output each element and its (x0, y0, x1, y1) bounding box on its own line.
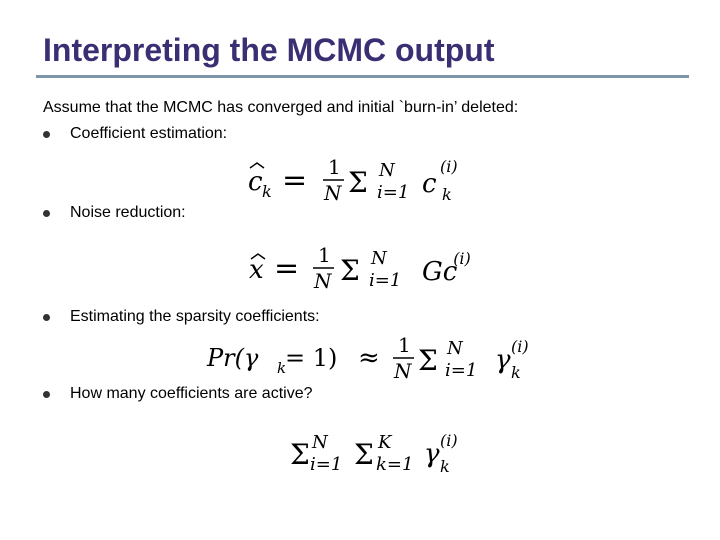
term-base: Gc (422, 257, 458, 287)
equation-noise-reduction (246, 238, 471, 294)
lhs-sub: k (262, 182, 272, 201)
equation-noise-svg (246, 238, 471, 294)
title-divider (36, 75, 689, 78)
equals-sign: = (282, 163, 308, 198)
term-sub: k (442, 185, 452, 204)
bullet-dot-icon (43, 210, 50, 217)
sum-sup: N (447, 338, 463, 359)
bullet-dot-icon (43, 314, 50, 321)
sum-sub: i=1 (377, 182, 410, 203)
lhs-sub: k (277, 359, 287, 377)
bullet-dot-icon (43, 131, 50, 138)
sum2-sup: K (378, 432, 392, 453)
term-sup: (i) (440, 431, 458, 450)
sum-sup: N (379, 160, 395, 181)
term-sup: (i) (511, 337, 529, 356)
lhs: Pr(γ (207, 344, 259, 372)
bullet-label: Coefficient estimation: (70, 125, 228, 142)
sum-sub: i=1 (445, 360, 478, 381)
equation-active-count (288, 424, 473, 480)
approx-sign: ≈ (358, 343, 380, 373)
sum-sup: N (371, 248, 387, 269)
frac-num: 1 (398, 333, 411, 357)
term-sub: k (440, 457, 450, 476)
sum1-symbol: Σ (290, 438, 310, 471)
sum2-sub: k=1 (376, 454, 414, 475)
frac-num: 1 (328, 155, 341, 179)
sum-symbol: Σ (340, 254, 360, 287)
term-base: c (422, 169, 437, 199)
frac-den: N (314, 269, 332, 293)
bullet-label: How many coefficients are active? (70, 385, 313, 402)
sum2-symbol: Σ (354, 438, 374, 471)
term-base: γ (495, 345, 511, 375)
equals-sign: = (274, 251, 300, 286)
slide-title: Interpreting the MCMC output (43, 32, 495, 68)
bullet-label: Noise reduction: (70, 204, 186, 221)
term-sub: k (511, 363, 521, 382)
bullet-label: Estimating the sparsity coefficients: (70, 308, 320, 325)
equation-sparsity-svg (205, 330, 545, 386)
term-base: γ (424, 439, 440, 469)
frac-den: N (324, 181, 342, 205)
lhs-base: c (248, 167, 263, 197)
intro-text: Assume that the MCMC has converged and initial `burn-in’ deleted: (43, 99, 519, 116)
frac-den: N (394, 359, 412, 383)
sum-sub: i=1 (369, 270, 402, 291)
equation-coefficient-estimate (246, 150, 461, 206)
equation-sparsity (205, 330, 545, 386)
frac-num: 1 (318, 243, 331, 267)
bullet-dot-icon (43, 391, 50, 398)
sum-symbol: Σ (418, 344, 438, 377)
lhs-tail: = 1) (285, 344, 338, 372)
term-sup: (i) (440, 157, 458, 176)
sum1-sub: i=1 (310, 454, 343, 475)
equation-coefficient-svg (246, 150, 461, 206)
lhs-base: x (249, 255, 264, 285)
sum1-sup: N (312, 432, 328, 453)
sum-symbol: Σ (348, 166, 368, 199)
term-sup: (i) (453, 249, 471, 268)
equation-active-svg (288, 424, 473, 480)
